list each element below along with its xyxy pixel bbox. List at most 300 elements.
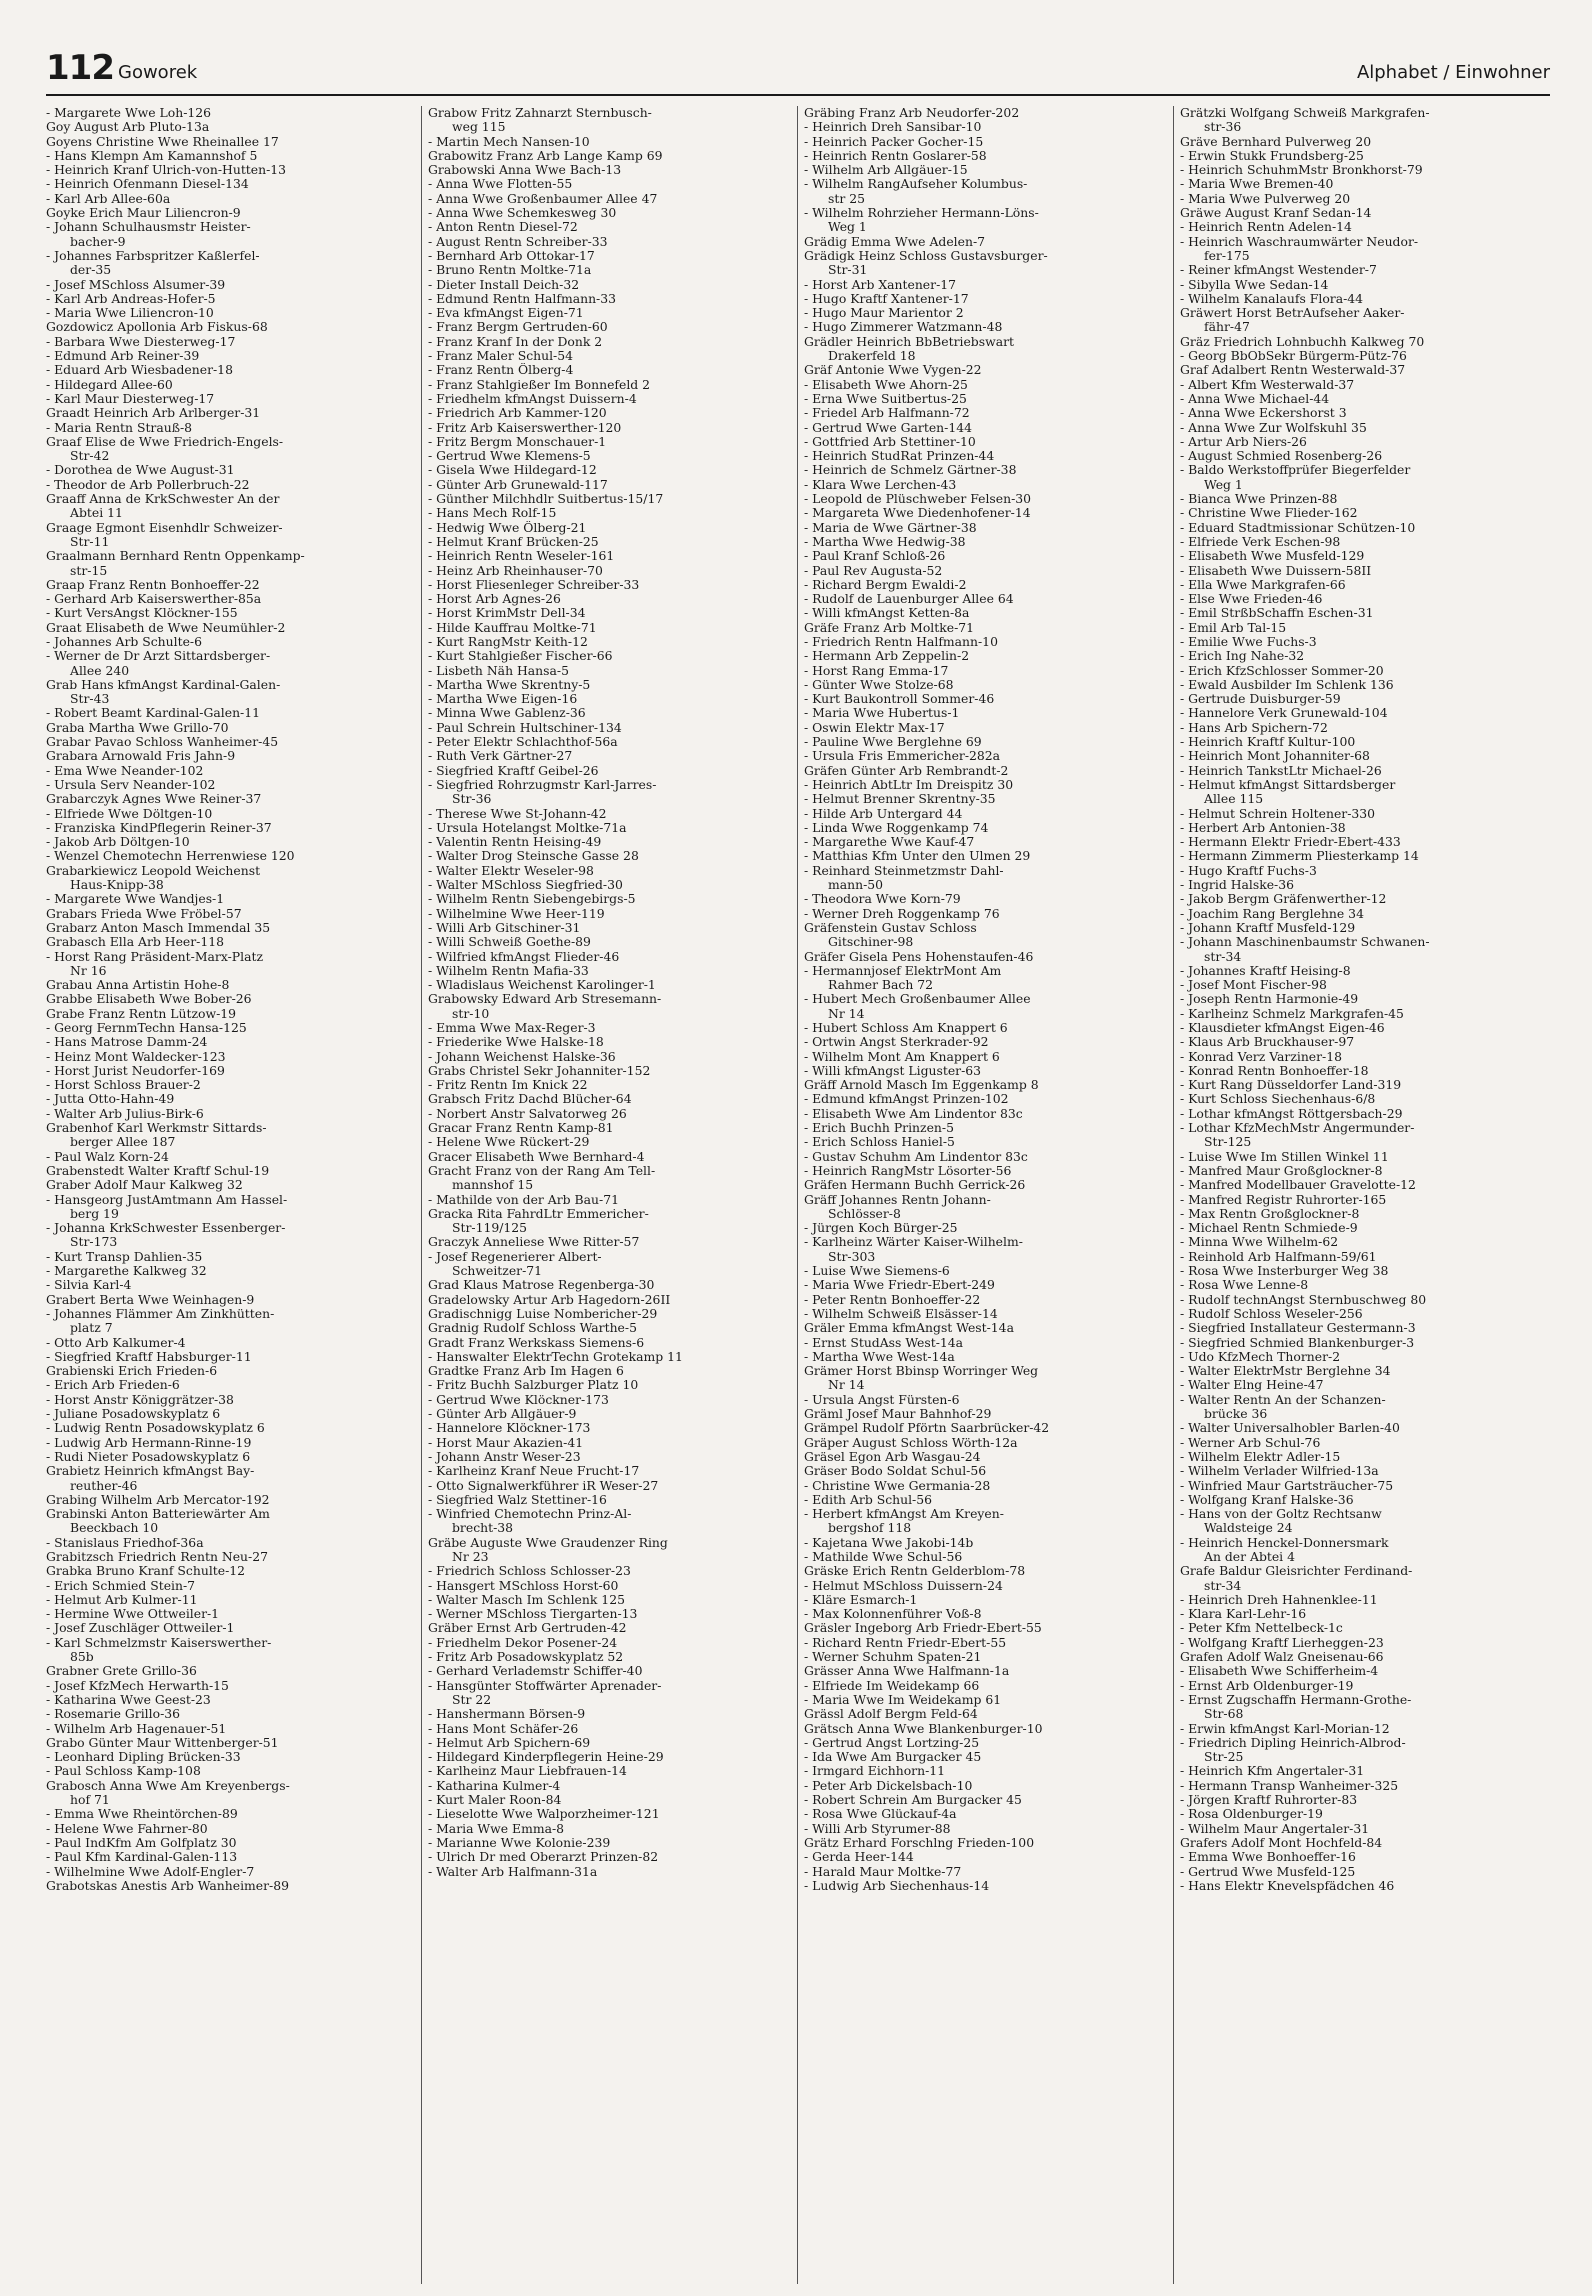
directory-entry: Gräbe Auguste Wwe Graudenzer Ring [428,1535,668,1550]
directory-entry: - Kajetana Wwe Jakobi-14b [804,1535,974,1550]
directory-entry: - Ursula Angst Fürsten-6 [804,1392,960,1407]
directory-entry: mann-50 [828,878,884,893]
directory-entry: - Gustav Schuhm Am Lindentor 83c [804,1149,1028,1164]
directory-entry: - Friedel Arb Halfmann-72 [804,406,970,421]
directory-entry: Graczyk Anneliese Wwe Ritter-57 [428,1235,640,1250]
directory-entry: Allee 240 [70,663,130,678]
directory-entry: - Ernst Zugschaffn Hermann-Grothe- [1180,1692,1412,1707]
directory-entry: Grabert Berta Wwe Weinhagen-9 [46,1292,255,1307]
directory-entry: - Günter Wwe Stolze-68 [804,677,954,692]
directory-entry: - Hugo Zimmerer Watzmann-48 [804,320,1003,335]
directory-entry: Gradtke Franz Arb Im Hagen 6 [428,1364,624,1379]
directory-entry: - Maria Wwe Liliencron-10 [46,306,214,321]
directory-entry: - Georg BbObSekr Bürgerm-Pütz-76 [1180,349,1407,364]
directory-entry: - Wolfgang Kranf Halske-36 [1180,1492,1354,1507]
directory-entry: - August Rentn Schreiber-33 [428,234,608,249]
directory-entry: - Johann Anstr Weser-23 [428,1449,581,1464]
directory-entry: - Siegfried Installateur Gestermann-3 [1180,1321,1416,1336]
directory-entry: str-10 [452,1006,490,1021]
directory-entry: Gradnig Rudolf Schloss Warthe-5 [428,1321,637,1336]
directory-entry: - Anton Rentn Diesel-72 [428,220,578,235]
directory-entry: Gräml Josef Maur Bahnhof-29 [804,1407,992,1422]
directory-entry: Graber Adolf Maur Kalkweg 32 [46,1178,243,1193]
directory-entry: - Siegfried Kraftf Habsburger-11 [46,1349,252,1364]
directory-entry: Grabar Pavao Schloss Wanheimer-45 [46,735,279,750]
directory-entry: - Ursula Hotelangst Moltke-71a [428,820,627,835]
directory-entry: - Albert Kfm Westerwald-37 [1180,377,1355,392]
directory-entry: - Walter MSchloss Siegfried-30 [428,878,623,893]
directory-entry: - Hans Klempn Am Kamannshof 5 [46,148,258,163]
directory-entry: - Jakob Arb Döltgen-10 [46,835,190,850]
directory-entry: Str-25 [1204,1750,1244,1765]
directory-entry: Grabo Günter Maur Wittenberger-51 [46,1735,279,1750]
directory-columns [46,106,1552,2284]
directory-entry: Grabara Arnowald Fris Jahn-9 [46,749,236,764]
directory-entry: Gräper August Schloss Wörth-12a [804,1435,1018,1450]
directory-entry: - Franz Bergm Gertruden-60 [428,320,608,335]
directory-entry: Grab Hans kfmAngst Kardinal-Galen- [46,677,281,692]
directory-entry: Gräske Erich Rentn Gelderblom-78 [804,1564,1026,1579]
directory-entry: - Hannelore Klöckner-173 [428,1421,591,1436]
directory-entry: - Peter Elektr Schlachthof-56a [428,735,618,750]
directory-entry: Gräfe Franz Arb Moltke-71 [804,620,975,635]
directory-entry: - Michael Rentn Schmiede-9 [1180,1221,1358,1236]
directory-entry: - Fritz Rentn Im Knick 22 [428,1078,588,1093]
directory-entry: - Jörgen Kraftf Ruhrorter-83 [1180,1793,1358,1808]
directory-entry: Allee 115 [1204,792,1264,807]
directory-entry: - Wilhelm Rentn Mafia-33 [428,963,589,978]
directory-entry: - Martha Wwe Eigen-16 [428,692,578,707]
directory-entry: - Elfriede Verk Eschen-98 [1180,534,1341,549]
directory-entry: Gracka Rita FahrdLtr Emmericher- [428,1206,649,1221]
directory-entry: - Wilhelm Arb Hagenauer-51 [46,1721,227,1736]
directory-entry: - Hansgünter Stoffwärter Aprenader- [428,1678,662,1693]
directory-entry: Grädigk Heinz Schloss Gustavsburger- [804,248,1048,263]
directory-entry: - Theodora Wwe Korn-79 [804,892,961,907]
directory-entry: - Kurt Transp Dahlien-35 [46,1249,203,1264]
directory-entry: - Klaus Arb Bruckhauser-97 [1180,1035,1355,1050]
directory-entry: - Willi Arb Gitschiner-31 [428,920,581,935]
directory-entry: - Walter ElektrMstr Berglehne 34 [1180,1364,1391,1379]
directory-entry: - Christine Wwe Flieder-162 [1180,506,1358,521]
directory-entry: Str-68 [1204,1707,1244,1722]
directory-entry: berger Allee 187 [70,1135,176,1150]
directory-entry: - Walter Elektr Weseler-98 [428,863,594,878]
directory-entry: - Joachim Rang Berglehne 34 [1180,906,1364,921]
directory-entry: - Manfred Maur Großglockner-8 [1180,1163,1383,1178]
directory-entry: Graaff Anna de KrkSchwester An der [46,492,280,507]
directory-entry: - Wilhelm Verlader Wilfried-13a [1180,1464,1379,1479]
directory-entry: - Martha Wwe Hedwig-38 [804,534,966,549]
directory-entry: - Ludwig Arb Hermann-Rinne-19 [46,1435,252,1450]
directory-entry: - Heinrich Rentn Goslarer-58 [804,148,987,163]
directory-entry: hof 71 [70,1793,110,1808]
directory-entry: - Anna Wwe Schemkesweg 30 [428,206,617,221]
directory-entry: Gräser Bodo Soldat Schul-56 [804,1464,987,1479]
directory-entry: - Maria Rentn Strauß-8 [46,420,193,435]
directory-entry: Grabenhof Karl Werkmstr Sittards- [46,1121,267,1136]
directory-entry: - Anna Wwe Zur Wolfskuhl 35 [1180,420,1367,435]
directory-entry: - Heinrich Henckel-Donnersmark [1180,1535,1389,1550]
directory-entry: - Valentin Rentn Heising-49 [428,835,602,850]
directory-entry: Gräsel Egon Arb Wasgau-24 [804,1449,981,1464]
directory-entry: - Erich Buchh Prinzen-5 [804,1121,954,1136]
directory-entry: Gräwert Horst BetrAufseher Aaker- [1180,306,1405,321]
directory-entry: - Franz Stahlgießer Im Bonnefeld 2 [428,377,651,392]
directory-entry: bergshof 118 [828,1521,912,1536]
directory-entry: - Walter Rentn An der Schanzen- [1180,1392,1386,1407]
directory-entry: - Martha Wwe West-14a [804,1349,955,1364]
directory-entry: - Heinrich Dreh Hahnenklee-11 [1180,1592,1378,1607]
directory-entry: Grabarkiewicz Leopold Weichenst [46,863,261,878]
directory-entry: - Ludwig Arb Siechenhaus-14 [804,1878,990,1893]
directory-entry: - Otto Arb Kalkumer-4 [46,1335,186,1350]
directory-entry: - August Schmied Rosenberg-26 [1180,449,1383,464]
directory-entry: - Ernst StudAss West-14a [804,1335,964,1350]
directory-entry: - Helmut Arb Spichern-69 [428,1735,591,1750]
directory-entry: - Erich Ing Nahe-32 [1180,649,1305,664]
directory-entry: - Christine Wwe Germania-28 [804,1478,991,1493]
directory-entry: - Hans Matrose Damm-24 [46,1035,208,1050]
directory-entry: Grabs Christel Sekr Johanniter-152 [428,1063,651,1078]
directory-entry: Gitschiner-98 [828,935,914,950]
directory-entry: - Kurt Schloss Siechenhaus-6/8 [1180,1092,1376,1107]
directory-entry: - Horst Arb Xantener-17 [804,277,957,292]
directory-entry: - Maria Wwe Friedr-Ebert-249 [804,1278,995,1293]
directory-entry: - Lothar KfzMechMstr Angermunder- [1180,1121,1415,1136]
directory-entry: - Heinrich Mont Johanniter-68 [1180,749,1370,764]
directory-entry: brücke 36 [1204,1407,1268,1422]
directory-entry: Gräfen Hermann Buchh Gerrick-26 [804,1178,1026,1193]
directory-entry: - Günter Arb Grunewald-117 [428,477,608,492]
directory-entry: - Hugo Kraftf Fuchs-3 [1180,863,1317,878]
directory-entry: - Dieter Install Deich-32 [428,277,580,292]
directory-entry: Schweitzer-71 [452,1264,543,1279]
directory-entry: Gräfer Gisela Pens Hohenstaufen-46 [804,949,1034,964]
directory-column-2 [422,106,798,2284]
directory-entry: - Hanshermann Börsen-9 [428,1707,586,1722]
directory-entry: - Artur Arb Niers-26 [1180,434,1307,449]
directory-entry: Waldsteige 24 [1204,1521,1293,1536]
directory-entry: - Luise Wwe Siemens-6 [804,1264,950,1279]
directory-entry: - Maria Wwe Bremen-40 [1180,177,1334,192]
directory-entry: - Emilie Wwe Fuchs-3 [1180,634,1317,649]
directory-entry: Grässer Anna Wwe Halfmann-1a [804,1664,1010,1679]
directory-entry: - Willi Arb Styrumer-88 [804,1821,951,1836]
directory-entry: Graadt Heinrich Arb Arlberger-31 [46,406,261,421]
directory-entry: - Fritz Buchh Salzburger Platz 10 [428,1378,639,1393]
directory-entry: Gräber Ernst Arb Gertruden-42 [428,1621,627,1636]
directory-entry: - Hermannjosef ElektrMont Am [804,963,1002,978]
directory-entry: Graaf Elise de Wwe Friedrich-Engels- [46,434,284,449]
directory-entry: - Maria Wwe Emma-8 [428,1821,565,1836]
directory-entry: - Heinrich AbtLtr Im Dreispitz 30 [804,777,1014,792]
directory-entry: - Walter Masch Im Schlenk 125 [428,1592,625,1607]
directory-entry: - Hans Arb Spichern-72 [1180,720,1328,735]
directory-entry: Gräsler Ingeborg Arb Friedr-Ebert-55 [804,1621,1042,1636]
directory-entry: - Fritz Arb Kaiserswerther-120 [428,420,622,435]
directory-entry: weg 115 [452,120,506,135]
directory-column-3 [798,106,1174,2284]
directory-entry: - Hildegard Allee-60 [46,377,173,392]
directory-entry: Gräff Johannes Rentn Johann- [804,1192,991,1207]
directory-entry: - Elfriede Im Weidekamp 66 [804,1678,980,1693]
directory-entry: - Elfriede Wwe Döltgen-10 [46,806,213,821]
directory-entry: - Josef Mont Fischer-98 [1180,978,1327,993]
directory-entry: - Anna Wwe Michael-44 [1180,391,1330,406]
directory-entry: - Maria Wwe Im Weidekamp 61 [804,1692,1002,1707]
directory-entry: - Bruno Rentn Moltke-71a [428,263,592,278]
directory-entry: - Paul Schloss Kamp-108 [46,1764,201,1779]
directory-entry: - Johann Weichenst Halske-36 [428,1049,616,1064]
directory-entry: Grabowitz Franz Arb Lange Kamp 69 [428,148,663,163]
directory-entry: Str-303 [828,1249,876,1264]
directory-entry: - Paul Walz Korn-24 [46,1149,169,1164]
directory-entry: Gräbing Franz Arb Neudorfer-202 [804,106,1020,120]
directory-entry: str-15 [70,563,108,578]
directory-entry: Grätsch Anna Wwe Blankenburger-10 [804,1721,1043,1736]
directory-entry: Nr 14 [828,1378,865,1393]
directory-entry: - Karl Schmelzmstr Kaiserswerther- [46,1635,272,1650]
directory-entry: - Emma Wwe Rheintörchen-89 [46,1807,238,1822]
directory-entry: Grafers Adolf Mont Hochfeld-84 [1180,1835,1383,1850]
directory-entry: - Anna Wwe Flotten-55 [428,177,573,192]
directory-entry: Gradelowsky Artur Arb Hagedorn-26II [428,1292,671,1307]
directory-entry: fähr-47 [1204,320,1250,335]
directory-entry: - Franziska KindPflegerin Reiner-37 [46,820,272,835]
directory-entry: Grabsch Fritz Dachd Blücher-64 [428,1092,632,1107]
directory-entry: - Gertrude Duisburger-59 [1180,692,1341,707]
directory-entry: - Anna Wwe Großenbaumer Allee 47 [428,191,658,206]
directory-entry: Grabau Anna Artistin Hohe-8 [46,978,230,993]
directory-entry: - Rudi Nieter Posadowskyplatz 6 [46,1449,251,1464]
directory-entry: - Margareta Wwe Diedenhofener-14 [804,506,1031,521]
directory-entry: Gracht Franz von der Rang Am Tell- [428,1163,656,1178]
directory-entry: Grätz Erhard Forschlng Frieden-100 [804,1835,1035,1850]
directory-entry: - Klara Wwe Lerchen-43 [804,477,957,492]
directory-entry: - Helmut Brenner Skrentny-35 [804,792,996,807]
directory-entry: - Johann Maschinenbaumstr Schwanen- [1180,935,1430,950]
directory-entry: - Margarethe Kalkweg 32 [46,1264,207,1279]
directory-entry: - Paul Kranf Schloß-26 [804,549,946,564]
directory-entry: Rahmer Bach 72 [828,978,934,993]
directory-entry: - Josef Regenerierer Albert- [428,1249,602,1264]
directory-entry: - Wenzel Chemotechn Herrenwiese 120 [46,849,295,864]
directory-entry: - Hedwig Wwe Ölberg-21 [428,520,587,535]
directory-entry: Grabinski Anton Batteriewärter Am [46,1507,270,1522]
directory-entry: - Karlheinz Kranf Neue Frucht-17 [428,1464,640,1479]
directory-entry: - Heinrich Rentn Weseler-161 [428,549,615,564]
directory-entry: - Johannes Flämmer Am Zinkhütten- [46,1306,275,1321]
directory-entry: - Hannelore Verk Grunewald-104 [1180,706,1388,721]
directory-entry: - Karlheinz Maur Liebfrauen-14 [428,1764,627,1779]
directory-entry: - Rosa Wwe Insterburger Weg 38 [1180,1264,1389,1279]
directory-entry: - Eduard Arb Wiesbadener-18 [46,363,233,378]
directory-entry: - Helmut Arb Kulmer-11 [46,1592,198,1607]
directory-entry: - Gottfried Arb Stettiner-10 [804,434,976,449]
directory-entry: - Ludwig Rentn Posadowskyplatz 6 [46,1421,265,1436]
directory-entry: - Winfried Chemotechn Prinz-Al- [428,1507,632,1522]
directory-entry: Grabosch Anna Wwe Am Kreyenbergs- [46,1778,290,1793]
directory-entry: Gracar Franz Rentn Kamp-81 [428,1121,614,1136]
directory-entry: - Martin Mech Nansen-10 [428,134,590,149]
directory-entry: Nr 16 [70,963,107,978]
directory-entry: - Rudolf Schloss Weseler-256 [1180,1306,1363,1321]
directory-entry: Graap Franz Rentn Bonhoeffer-22 [46,577,260,592]
directory-entry: - Josef Zuschläger Ottweiler-1 [46,1621,235,1636]
directory-entry: - Walter Elng Heine-47 [1180,1378,1324,1393]
directory-entry: Grabotskas Anestis Arb Wanheimer-89 [46,1878,289,1893]
directory-entry: - Margarete Wwe Loh-126 [46,106,212,120]
directory-entry: - Silvia Karl-4 [46,1278,132,1293]
section-title: Alphabet / Einwohner [1356,62,1550,83]
directory-entry: - Rudolf technAngst Sternbuschweg 80 [1180,1292,1427,1307]
directory-entry: - Siegfried Kraftf Geibel-26 [428,763,599,778]
directory-entry: - Robert Schrein Am Burgacker 45 [804,1793,1022,1808]
directory-entry: - Kurt Maler Roon-84 [428,1793,562,1808]
directory-entry: - Jakob Bergm Gräfenwerther-12 [1180,892,1387,907]
directory-entry: - Fritz Bergm Monschauer-1 [428,434,607,449]
directory-entry: - Hansgeorg JustAmtmann Am Hassel- [46,1192,288,1207]
directory-entry: - Peter Kfm Nettelbeck-1c [1180,1621,1343,1636]
directory-entry: - Wolfgang Kraftf Lierheggen-23 [1180,1635,1384,1650]
directory-entry: - Horst Maur Akazien-41 [428,1435,584,1450]
directory-entry: str-34 [1204,949,1242,964]
directory-entry: Gradt Franz Werkskass Siemens-6 [428,1335,645,1350]
directory-entry: - Hilde Arb Untergard 44 [804,806,963,821]
directory-entry: - Karlheinz Wärter Kaiser-Wilhelm- [804,1235,1023,1250]
directory-entry: - Ulrich Dr med Oberarzt Prinzen-82 [428,1850,659,1865]
directory-entry: Gräler Emma kfmAngst West-14a [804,1321,1014,1336]
directory-entry: Str-31 [828,263,868,278]
directory-entry: - Hilde Kauffrau Moltke-71 [428,620,597,635]
directory-entry: Gräve Bernhard Pulverweg 20 [1180,134,1372,149]
directory-entry: bacher-9 [70,234,126,249]
directory-entry: - Marianne Wwe Kolonie-239 [428,1835,611,1850]
directory-entry: Gradischnigg Luise Nombericher-29 [428,1306,658,1321]
directory-entry: Grabowsky Edward Arb Stresemann- [428,992,662,1007]
directory-entry: - Kurt Stahlgießer Fischer-66 [428,649,613,664]
directory-entry: - Heinrich Dreh Sansibar-10 [804,120,982,135]
directory-entry: - Edith Arb Schul-56 [804,1492,933,1507]
directory-entry: - Heinrich TankstLtr Michael-26 [1180,763,1382,778]
directory-entry: - Heinrich Packer Gocher-15 [804,134,984,149]
directory-entry: Str-42 [70,449,110,464]
directory-entry: - Kurt VersAngst Klöckner-155 [46,606,238,621]
directory-entry: - Gisela Wwe Hildegard-12 [428,463,597,478]
directory-entry: - Wladislaus Weichenst Karolinger-1 [428,978,656,993]
directory-entry: - Herbert kfmAngst Am Kreyen- [804,1507,1004,1522]
directory-entry: - Hugo Kraftf Xantener-17 [804,291,969,306]
directory-entry: - Wilhelm Kanalaufs Flora-44 [1180,291,1364,306]
directory-entry: - Paul Rev Augusta-52 [804,563,943,578]
directory-entry: - Hanswalter ElektrTechn Grotekamp 11 [428,1349,683,1364]
directory-entry: - Elisabeth Wwe Ahorn-25 [804,377,968,392]
directory-entry: Weg 1 [1204,477,1243,492]
directory-entry: Gräff Arnold Masch Im Eggenkamp 8 [804,1078,1039,1093]
page-number: 112 [46,48,114,88]
directory-entry: - Günther Milchhdlr Suitbertus-15/17 [428,492,664,507]
directory-entry: - Winfried Maur Gartsträucher-75 [1180,1478,1394,1493]
directory-entry: Abtei 11 [70,506,123,521]
directory-entry: - Ema Wwe Neander-102 [46,763,204,778]
directory-entry: - Horst Rang Präsident-Marx-Platz [46,949,263,964]
directory-entry: - Elisabeth Wwe Duissern-58II [1180,563,1372,578]
directory-entry: - Werner de Dr Arzt Sittardsberger- [46,649,271,664]
directory-entry: - Horst Schloss Brauer-2 [46,1078,201,1093]
directory-entry: - Katharina Wwe Geest-23 [46,1692,211,1707]
directory-entry: Graalmann Bernhard Rentn Oppenkamp- [46,549,305,564]
directory-entry: - Helmut Kranf Brücken-25 [428,534,599,549]
directory-entry: Gräz Friedrich Lohnbuchh Kalkweg 70 [1180,334,1425,349]
directory-entry: - Jürgen Koch Bürger-25 [804,1221,958,1236]
directory-entry: - Hugo Maur Marientor 2 [804,306,964,321]
directory-entry: Goyke Erich Maur Liliencron-9 [46,206,241,221]
directory-entry: Grad Klaus Matrose Regenberga-30 [428,1278,655,1293]
directory-entry: - Wilhelmine Wwe Adolf-Engler-7 [46,1864,255,1879]
directory-entry: str-34 [1204,1578,1242,1593]
directory-entry: - Josef KfzMech Herwarth-15 [46,1678,229,1693]
directory-entry: - Horst Arb Agnes-26 [428,592,561,607]
directory-entry: - Leopold de Plüschweber Felsen-30 [804,492,1032,507]
directory-entry: - Gertrud Wwe Garten-144 [804,420,972,435]
directory-entry: - Hermann Transp Wanheimer-325 [1180,1778,1399,1793]
directory-entry: - Gertrud Wwe Musfeld-125 [1180,1864,1356,1879]
directory-entry: - Margarete Wwe Wandjes-1 [46,892,225,907]
directory-entry: - Hermann Zimmerm Pliesterkamp 14 [1180,849,1419,864]
directory-entry: Graat Elisabeth de Wwe Neumühler-2 [46,620,286,635]
directory-entry: - Edmund Rentn Halfmann-33 [428,291,617,306]
directory-entry: - Klausdieter kfmAngst Eigen-46 [1180,1021,1385,1035]
directory-entry: Goy August Arb Pluto-13a [46,120,210,135]
directory-entry: Gräfenstein Gustav Schloss [804,920,977,935]
directory-entry: - Paul IndKfm Am Golfplatz 30 [46,1835,237,1850]
directory-entry: - Rosa Wwe Lenne-8 [1180,1278,1309,1293]
directory-entry: - Wilhelm Mont Am Knappert 6 [804,1049,1000,1064]
directory-entry: - Gerhard Verlademstr Schiffer-40 [428,1664,643,1679]
directory-entry: - Hans Mech Rolf-15 [428,506,557,521]
directory-entry: - Johanna KrkSchwester Essenberger- [46,1221,286,1236]
directory-entry: - Ruth Verk Gärtner-27 [428,749,573,764]
directory-entry: - Wilfried kfmAngst Flieder-46 [428,949,620,964]
directory-entry: Grabner Grete Grillo-36 [46,1664,197,1679]
directory-entry: - Reiner kfmAngst Westender-7 [1180,263,1377,278]
directory-entry: - Walter Universalhobler Barlen-40 [1180,1421,1400,1436]
directory-entry: Drakerfeld 18 [828,349,916,364]
directory-entry: Grafen Adolf Walz Gneisenau-66 [1180,1650,1384,1665]
directory-entry: - Max Rentn Großglockner-8 [1180,1206,1360,1221]
directory-entry: - Ursula Fris Emmericher-282a [804,749,1001,764]
directory-entry: Str-36 [452,792,492,807]
directory-entry: Str-173 [70,1235,118,1250]
directory-entry: - Ewald Ausbilder Im Schlenk 136 [1180,677,1394,692]
directory-entry: Gozdowicz Apollonia Arb Fiskus-68 [46,320,268,335]
directory-entry: - Kurt Baukontroll Sommer-46 [804,692,995,707]
directory-entry: - Ursula Serv Neander-102 [46,777,216,792]
directory-entry: - Ingrid Halske-36 [1180,878,1294,893]
directory-entry: - Hans von der Goltz Rechtsanw [1180,1507,1382,1522]
directory-entry: - Wilhelm Maur Angertaler-31 [1180,1821,1370,1836]
directory-entry: Grabow Fritz Zahnarzt Sternbusch- [428,106,652,120]
directory-entry: - Dorothea de Wwe August-31 [46,463,235,478]
directory-entry: - Werner MSchloss Tiergarten-13 [428,1607,638,1622]
directory-entry: - Rosa Wwe Glückauf-4a [804,1807,957,1822]
directory-entry: Graf Adalbert Rentn Westerwald-37 [1180,363,1406,378]
directory-entry: - Willi Schweiß Goethe-89 [428,935,591,950]
directory-entry: - Franz Maler Schul-54 [428,349,574,364]
directory-entry: - Emma Wwe Max-Reger-3 [428,1021,596,1035]
directory-entry: Grätzki Wolfgang Schweiß Markgrafen- [1180,106,1430,120]
